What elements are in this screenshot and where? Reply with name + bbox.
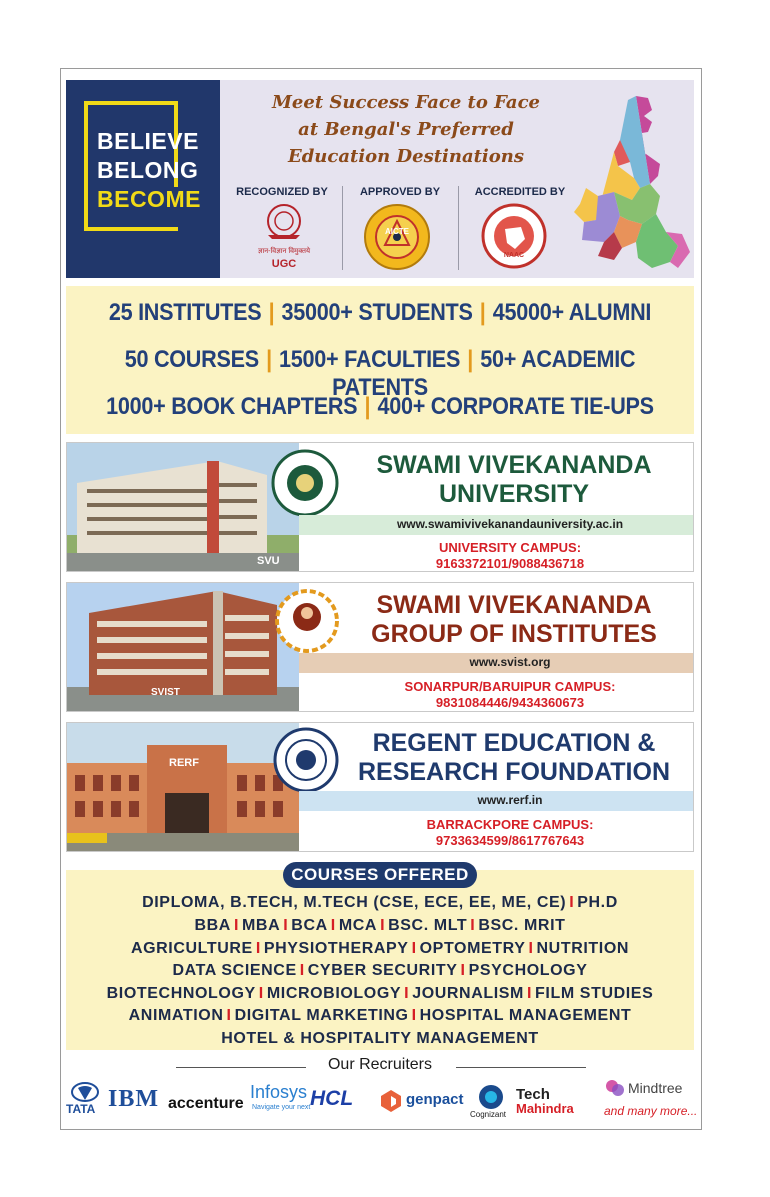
course-item: ANIMATION bbox=[128, 1007, 224, 1024]
approved-label: APPROVED BY bbox=[359, 186, 441, 198]
mindtree-mark-icon bbox=[604, 1078, 626, 1100]
infosys-logo: Infosys bbox=[250, 1082, 308, 1102]
course-item: NUTRITION bbox=[536, 940, 630, 957]
and-many-more: and many more... bbox=[604, 1104, 698, 1118]
course-line: AGRICULTURE I PHYSIOTHERAPY I OPTOMETRY I NUTRITION bbox=[130, 940, 630, 957]
course-item: DIPLOMA, B.TECH, M.TECH (CSE, ECE, EE, ME, CE) bbox=[142, 894, 567, 911]
stats-row-3: 1000+ BOOK CHAPTERS | 400+ CORPORATE TIE-UPS bbox=[106, 393, 654, 420]
course-item: HOSPITAL MANAGEMENT bbox=[419, 1007, 632, 1024]
west-bengal-map-icon bbox=[574, 92, 692, 274]
svu-sign: SVU bbox=[257, 555, 280, 567]
slogan bbox=[97, 127, 201, 214]
accenture-logo: accenture bbox=[168, 1095, 244, 1112]
course-item: HOTEL & HOSPITALITY MANAGEMENT bbox=[221, 1030, 539, 1047]
course-line: DATA SCIENCE I CYBER SECURITY I PSYCHOLOGY bbox=[172, 962, 588, 979]
course-item: BSC. MLT bbox=[388, 917, 468, 934]
mindtree-logo: Mindtree bbox=[628, 1080, 683, 1096]
slogan-belong: BELONG bbox=[97, 157, 199, 183]
course-item: DIGITAL MARKETING bbox=[234, 1007, 409, 1024]
svist-campus-photo bbox=[67, 583, 299, 711]
course-line: BBA I MBA I BCA I MCA I BSC. MLT I BSC. MRIT bbox=[194, 917, 566, 934]
accredited-label: ACCREDITED BY bbox=[474, 186, 566, 198]
course-item: BBA bbox=[194, 917, 231, 934]
slogan-become: BECOME bbox=[97, 186, 201, 212]
cognizant-mark-icon bbox=[478, 1084, 504, 1110]
recruiters-title: Our Recruiters bbox=[327, 1056, 433, 1073]
course-item: MICROBIOLOGY bbox=[266, 985, 402, 1002]
rerf-name: REGENT EDUCATION & RESEARCH FOUNDATION bbox=[357, 729, 671, 786]
svist-campus: SONARPUR/BARUIPUR CAMPUS: 9831084446/9434360673 bbox=[327, 679, 693, 711]
recognized-label: RECOGNIZED BY bbox=[236, 186, 328, 198]
rerf-campus-photo bbox=[67, 723, 299, 851]
tech-mahindra-logo-mahindra: Mahindra bbox=[516, 1101, 574, 1116]
tata-logo-icon bbox=[70, 1082, 100, 1102]
svist-name: SWAMI VIVEKANANDA GROUP OF INSTITUTES bbox=[371, 591, 657, 648]
genpact-mark-icon bbox=[380, 1088, 402, 1114]
institute-card-rerf bbox=[66, 722, 694, 852]
rerf-campus: BARRACKPORE CAMPUS: 9733634599/8617767643 bbox=[327, 817, 693, 849]
stats-row-1: 25 INSTITUTES | 35000+ STUDENTS | 45000+ ALUMNI bbox=[108, 299, 652, 326]
course-item: BSC. MRIT bbox=[478, 917, 566, 934]
rerf-website-link[interactable]: www.rerf.in bbox=[477, 793, 543, 807]
ugc-caption: UGC bbox=[271, 258, 297, 270]
stats-row-2: 50 COURSES | 1500+ FACULTIES | 50+ ACADEMIC PATENTS bbox=[124, 346, 636, 401]
course-item: DATA SCIENCE bbox=[172, 962, 297, 979]
course-item: JOURNALISM bbox=[412, 985, 524, 1002]
ugc-motto: ज्ञान-विज्ञान विमुक्तये bbox=[257, 248, 311, 255]
ugc-logo-icon bbox=[258, 203, 310, 243]
course-item: OPTOMETRY bbox=[419, 940, 526, 957]
naac-logo-icon bbox=[481, 203, 547, 269]
cognizant-logo: Cognizant bbox=[470, 1110, 507, 1119]
svist-phone-link[interactable]: 9831084446/9434360673 bbox=[435, 695, 585, 710]
tagline: Meet Success Face to Face at Bengal's Preferred Education Destinations bbox=[272, 92, 540, 167]
svist-emblem-icon bbox=[275, 589, 339, 653]
course-item: AGRICULTURE bbox=[130, 940, 253, 957]
course-line bbox=[66, 1030, 694, 1048]
svu-campus-photo bbox=[67, 443, 299, 571]
svu-website-link[interactable]: www.swamivivekanandauniversity.ac.in bbox=[396, 517, 624, 531]
tata-logo: TATA bbox=[66, 1102, 96, 1116]
naac-caption: NAAC bbox=[503, 252, 525, 259]
ibm-logo: IBM bbox=[108, 1086, 159, 1112]
course-line: BIOTECHNOLOGY I MICROBIOLOGY I JOURNALISM I FILM STUDIES bbox=[106, 985, 654, 1002]
svist-sign: SVIST bbox=[151, 687, 180, 698]
course-item: FILM STUDIES bbox=[535, 985, 654, 1002]
course-item: MBA bbox=[242, 917, 281, 934]
course-item: PH.D bbox=[577, 894, 618, 911]
course-item: CYBER SECURITY bbox=[307, 962, 458, 979]
institute-card-svist bbox=[66, 582, 694, 712]
svist-website-link[interactable]: www.svist.org bbox=[469, 655, 551, 669]
course-item: PSYCHOLOGY bbox=[468, 962, 588, 979]
svu-campus: UNIVERSITY CAMPUS: 9163372101/9088436718 bbox=[327, 540, 693, 572]
genpact-logo: genpact bbox=[406, 1091, 464, 1108]
course-line: ANIMATION I DIGITAL MARKETING I HOSPITAL MANAGEMENT bbox=[128, 1007, 632, 1024]
course-line: DIPLOMA, B.TECH, M.TECH (CSE, ECE, EE, ME, CE) I PH.D bbox=[142, 894, 618, 911]
svu-emblem-icon bbox=[271, 449, 339, 517]
rerf-sign: RERF bbox=[169, 757, 199, 769]
course-item: BIOTECHNOLOGY bbox=[106, 985, 256, 1002]
infosys-tagline: Navigate your next bbox=[252, 1104, 311, 1111]
hcl-logo: HCL bbox=[310, 1087, 354, 1110]
rerf-emblem-icon bbox=[273, 727, 339, 793]
slogan-believe: BELIEVE bbox=[97, 128, 199, 154]
aicte-caption: AICTE bbox=[385, 227, 409, 236]
tech-mahindra-logo-tech: Tech bbox=[516, 1086, 550, 1103]
course-item: PHYSIOTHERAPY bbox=[263, 940, 409, 957]
rerf-phone-link[interactable]: 9733634599/8617767643 bbox=[435, 833, 585, 848]
course-item: BCA bbox=[291, 917, 328, 934]
aicte-logo-icon bbox=[363, 203, 431, 271]
svu-name: SWAMI VIVEKANANDA UNIVERSITY bbox=[376, 451, 652, 508]
courses-title: COURSES OFFERED bbox=[283, 862, 477, 888]
course-item: MCA bbox=[338, 917, 378, 934]
svu-phone-link[interactable]: 9163372101/9088436718 bbox=[435, 556, 585, 571]
institute-card-svu bbox=[66, 442, 694, 572]
